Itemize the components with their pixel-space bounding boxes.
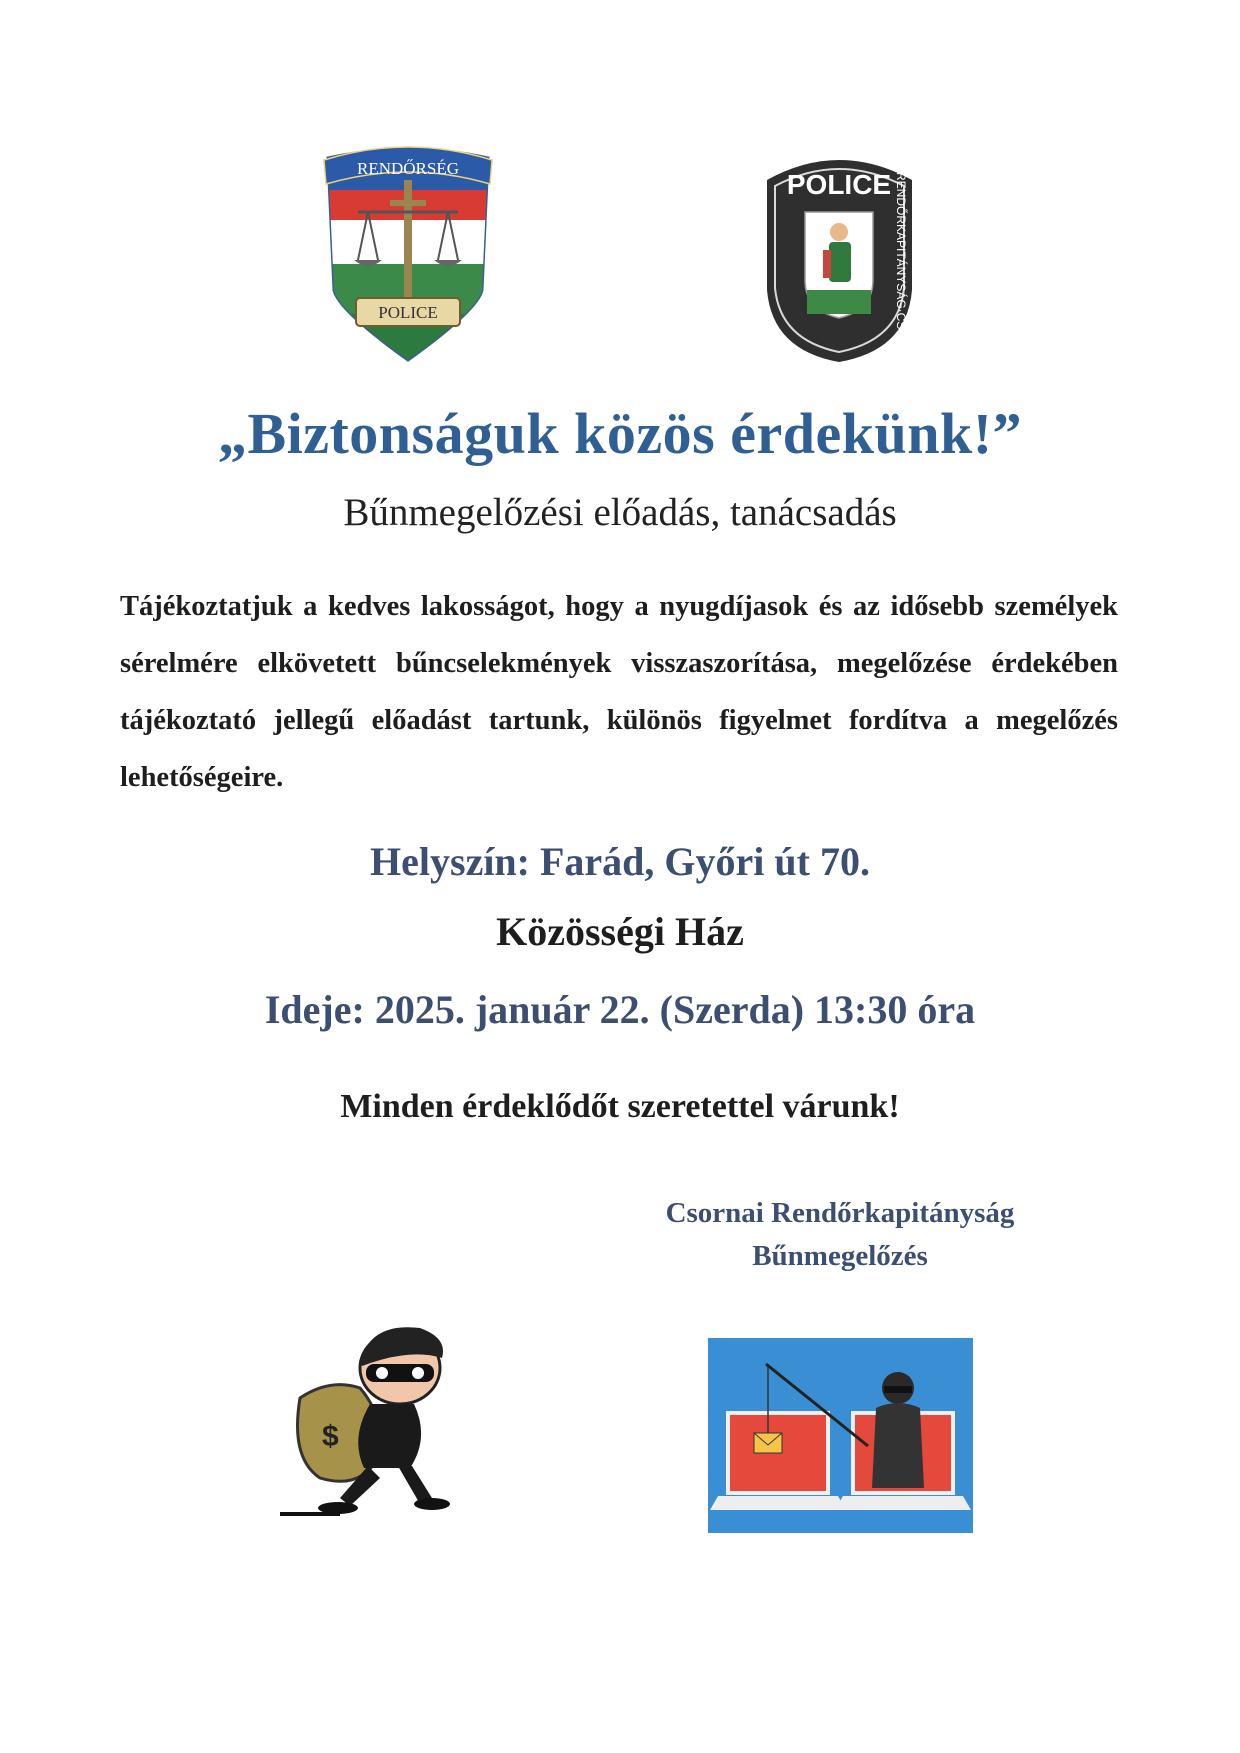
svg-text:POLICE: POLICE	[378, 303, 438, 322]
csorna-police-badge-icon	[757, 150, 922, 365]
welcome-message: Minden érdeklődőt szeretettel várunk!	[340, 1088, 900, 1125]
svg-text:RENDŐRSÉG: RENDŐRSÉG	[356, 159, 460, 178]
signature-dept: Bűnmegelőzés	[752, 1240, 928, 1272]
svg-text:POLICE: POLICE	[786, 169, 892, 200]
phishing-laptops-icon	[708, 1338, 973, 1533]
body-paragraph: Tájékoztatjuk a kedves lakosságot, hogy a nyugdíjasok és az idősebb személyek sérelmére elkövetett bűncselekmények visszaszorítása, megelőzése érdekében tájékoztató jellegű előadást tartunk, különös figyelmet fordítva a megelőzés lehetőségeire.	[120, 591, 1118, 793]
svg-text:RENDŐRKAPITÁNYSÁG·CSORNA·: RENDŐRKAPITÁNYSÁG·CSORNA·	[894, 171, 908, 365]
event-time: Ideje: 2025. január 22. (Szerda) 13:30 óra	[264, 987, 976, 1032]
hungarian-police-shield-icon	[318, 140, 498, 362]
signature-org: Csornai Rendőrkapitányság	[665, 1197, 1015, 1229]
poster-subtitle: Bűnmegelőzési előadás, tanácsadás	[343, 491, 897, 534]
thief-with-money-bag-icon	[280, 1318, 480, 1526]
poster-title: „Biztonságuk közös érdekünk!”	[217, 401, 1023, 466]
venue-name: Közösségi Ház	[496, 909, 744, 954]
location-line: Helyszín: Farád, Győri út 70.	[370, 839, 870, 884]
svg-text:$: $	[322, 1420, 339, 1453]
